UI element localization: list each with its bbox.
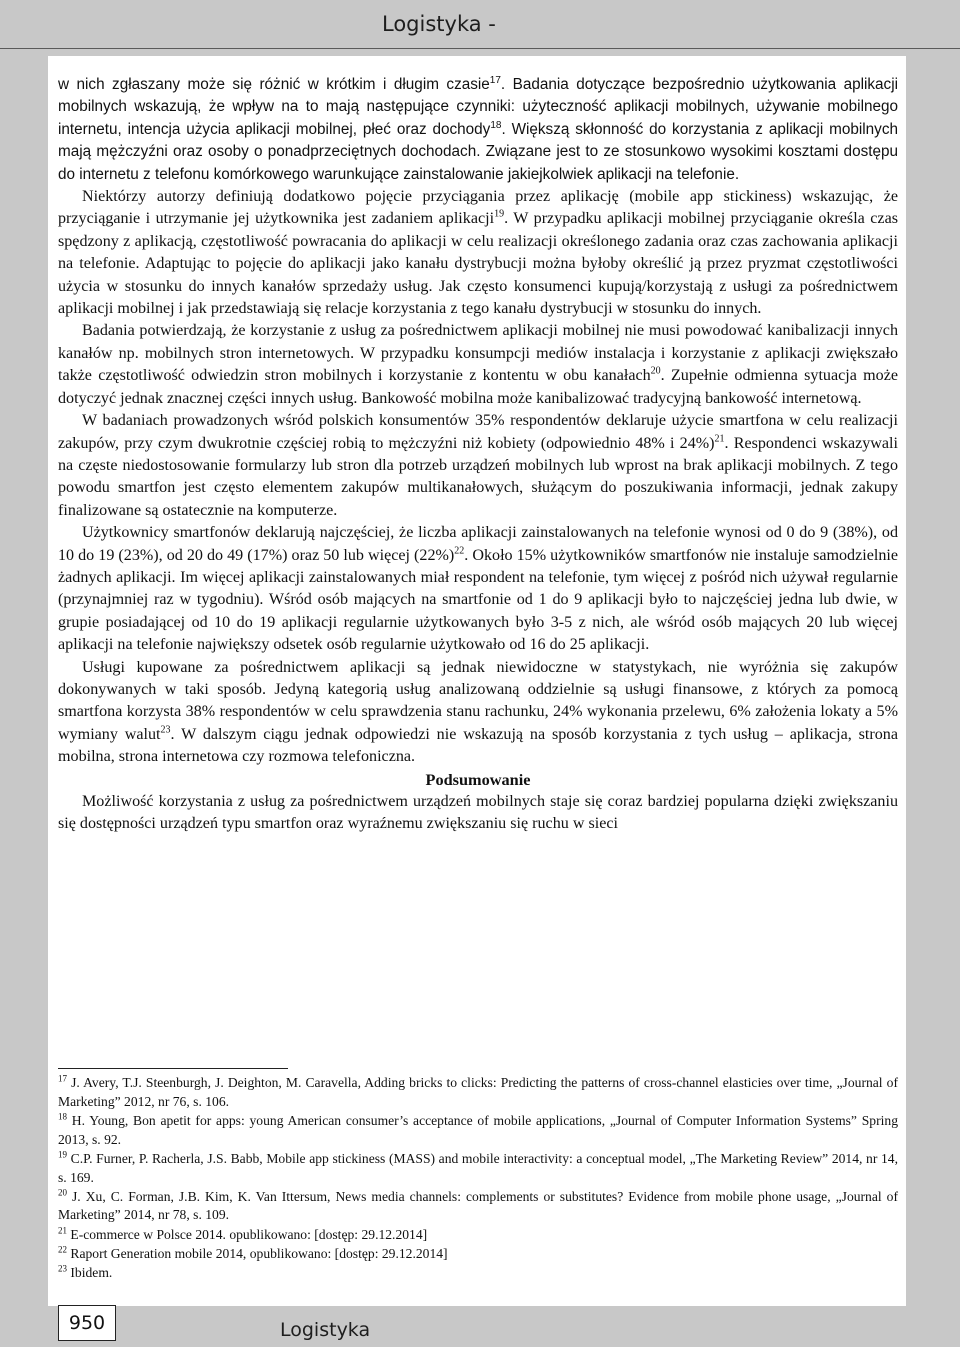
footnote-number: 19 bbox=[58, 1149, 67, 1160]
footnote-text: Ibidem. bbox=[67, 1265, 113, 1281]
paragraph-text: . W przypadku aplikacji mobilnej przyciąganie określa czas spędzony z aplikacją, częstotliwość powracania do aplikacji w celu realizacji określonego zadania oraz czas zachowania aplikacji na telefonie. Adaptując to pojęcie do aplikacji jako kanału dystrybucji można byłoby określić ją przez pryzmat częstotliwości użycia w stosunku do innych kanałów sprzedaży usług. Jak często konsumenci kupują/korzystają z usługi za pośrednictwem aplikacji mobilnej i jak przedstawiają się relacje korzystania z tego kanału dystrybucji w stosunku do innych. bbox=[58, 210, 898, 318]
footnote-ref: 19 bbox=[494, 209, 505, 221]
footnote-text: C.P. Furner, P. Racherla, J.S. Babb, Mobile app stickiness (MASS) and mobile interactivity: a conceptual model, „The Marketing Review” 2014, nr 14, s. 169. bbox=[58, 1150, 898, 1185]
footnote-number: 18 bbox=[58, 1111, 67, 1122]
paragraph bbox=[58, 410, 898, 522]
paragraph-text: Użytkownicy smartfonów deklarują najczęściej, że liczba aplikacji zainstalowanych na telefonie wynosi od 0 do 9 (38%), od 10 do 19 (23%), od 20 do 49 (17%) oraz 50 lub więcej (22%) bbox=[58, 524, 898, 564]
footnote bbox=[58, 1188, 898, 1225]
footnote-divider bbox=[58, 1068, 288, 1069]
paragraph bbox=[58, 74, 898, 186]
footnote bbox=[58, 1226, 898, 1245]
paragraph-text: Usługi kupowane za pośrednictwem aplikacji są jednak niewidoczne w statystykach, nie wyróżnia się zakupów dokonywanych w taki sposób. Jedyną kategorią usług analizowaną oddzielnie są usługi finansowe, z których za pomocą smartfona korzysta 38% respondentów w celu sprawdzenia stanu rachunku, 24% wykonania przelewu, 6% założenia lokaty a 5% wymiany walut bbox=[58, 658, 898, 743]
paragraph bbox=[58, 186, 898, 320]
paragraph-text: . Badania dotyczące bezpośrednio użytkowania aplikacji mobilnych wskazują, że wpływ na to mają następujące czynniki: użyteczność aplikacji mobilnych, używanie mobilnego internetu, intencja użycia aplikacji mobilnej, płeć oraz dochody bbox=[58, 76, 898, 138]
paragraph-text: . Respondenci wskazywali na częste niedostosowanie formularzy lub stron dla potrzeb urządzeń mobilnych lub wprost na brak aplikacji mobilnych. Z tego powodu smartfon jest często elementem zakupów multikanałowych, służącym do poszukiwania informacji, jednak zakupy finalizowane są ostatecznie na komputerze. bbox=[58, 434, 898, 519]
paragraph bbox=[58, 657, 898, 769]
footnote bbox=[58, 1150, 898, 1187]
footnote-ref: 21 bbox=[714, 433, 725, 445]
footer-journal-title: Logistyka bbox=[280, 1319, 371, 1341]
header-bar bbox=[0, 0, 960, 49]
paragraph-text: Niektórzy autorzy definiują dodatkowo pojęcie przyciągania przez aplikację (mobile app stickiness) wskazując, że przyciąganie i utrzymanie jej użytkownika jest zadaniem aplikacji bbox=[58, 188, 898, 228]
footnote-number: 17 bbox=[58, 1073, 67, 1084]
page-sheet bbox=[48, 56, 906, 1306]
paragraph-text: . Zupełnie odmienna sytuacja może dotyczyć jednak znacznej części innych usług. Bankowość mobilna może kanibalizować tradycyjną bankowość internetową. bbox=[58, 367, 898, 407]
footnote-ref: 20 bbox=[650, 365, 661, 377]
paragraph-text: . Większą skłonność do korzystania z aplikacji mobilnych mają mężczyźni oraz osoby o ponadprzeciętnych dochodach. Związane jest to ze stosunkowo wysokimi kosztami dostępu do internetu z telefonu komórkowego warunkujące zainstalowanie jakiejkolwiek aplikacji na telefonie. bbox=[58, 120, 898, 183]
paragraph-text: . Około 15% użytkowników smartfonów nie instaluje samodzielnie żadnych aplikacji. Im więcej aplikacji zainstalowanych miał respondent na telefonie, tym więcej z pośród nich używał regularnie (przynajmniej raz w tygodniu). Wśród osób mających na smartfonie od 1 do 9 aplikacji było to najczęściej jedna lub dwie, w grupie posiadającej od 10 do 19 aplikacji regularnie użytkowanych było 3-5 z nich, ale wśród osób mających 20 lub więcej aplikacji na telefonie największy odsetek osób regularnie użytkowało od 16 do 25 aplikacji. bbox=[58, 546, 898, 654]
footnote-ref: 18 bbox=[490, 119, 502, 131]
article-body bbox=[58, 74, 898, 836]
footnote-text: J. Avery, T.J. Steenburgh, J. Deighton, M. Caravella, Adding bricks to clicks: Predicting the patterns of cross-channel elasticies over time, „Journal of Marketing” 2012, nr 76, s. 106. bbox=[58, 1075, 898, 1109]
footnote-ref: 23 bbox=[160, 724, 171, 736]
footnote-number: 21 bbox=[58, 1225, 67, 1236]
footnote-ref: 17 bbox=[489, 74, 501, 86]
footnote-number: 23 bbox=[58, 1263, 67, 1274]
footnote bbox=[58, 1074, 898, 1111]
paragraph bbox=[58, 522, 898, 656]
footnote-text: E-commerce w Polsce 2014. opublikowano: [dostęp: 29.12.2014] bbox=[67, 1226, 428, 1242]
footnote-text: H. Young, Bon apetit for apps: young American consumer’s acceptance of mobile applications, „Journal of Computer Information Systems” Spring 2013, s. 92. bbox=[58, 1112, 898, 1147]
paragraph-text: w nich zgłaszany może się różnić w krótkim i długim czasie bbox=[58, 76, 490, 93]
footnote-ref: 22 bbox=[454, 545, 465, 557]
footnotes bbox=[58, 1074, 898, 1283]
footnote-text: J. Xu, C. Forman, J.B. Kim, K. Van Ittersum, News media channels: complements or substitutes? Evidence from mobile phone usage, „Journal of Marketing” 2014, nr 78, s. 109. bbox=[58, 1188, 898, 1223]
footnote bbox=[58, 1264, 898, 1283]
paragraph: Możliwość korzystania z usług za pośrednictwem urządzeń mobilnych staje się coraz bardziej popularna dzięki zwiększaniu się dostępności urządzeń typu smartfon oraz wyraźnemu zwiększaniu się ruchu w sieci bbox=[58, 793, 898, 833]
paragraph-text: Badania potwierdzają, że korzystanie z usług za pośrednictwem aplikacji mobilnej nie musi powodować kanibalizacji innych kanałów np. mobilnych stron internetowych. W przypadku konsumpcji mediów instalacja i korzystanie z aplikacji zwiększało także częstotliwość odwiedzin stron mobilnych i korzystanie z kontentu w obu kanałach bbox=[58, 322, 898, 385]
paragraph-text: W badaniach prowadzonych wśród polskich konsumentów 35% respondentów deklaruje użycie smartfona w celu realizacji zakupów, przy czym dwukrotnie częściej robią to mężczyźni niż kobiety (odpowiednio 48% i 24%) bbox=[58, 412, 898, 452]
page-number: 950 bbox=[58, 1305, 116, 1341]
paragraph-text: . W dalszym ciągu jednak odpowiedzi nie wskazują na sposób korzystania z tych usług – aplikacja, strona mobilna, strona internetowa czy rozmowa telefoniczna. bbox=[58, 725, 898, 766]
section-heading: Podsumowanie bbox=[425, 769, 531, 789]
footnote-number: 22 bbox=[58, 1244, 67, 1255]
footnote-text: Raport Generation mobile 2014, opublikowano: [dostęp: 29.12.2014] bbox=[67, 1245, 448, 1261]
footnote bbox=[58, 1112, 898, 1149]
footnote-number: 20 bbox=[58, 1187, 67, 1198]
footnote bbox=[58, 1245, 898, 1264]
paragraph bbox=[58, 320, 898, 410]
running-title: Logistyka - bbox=[382, 12, 496, 36]
